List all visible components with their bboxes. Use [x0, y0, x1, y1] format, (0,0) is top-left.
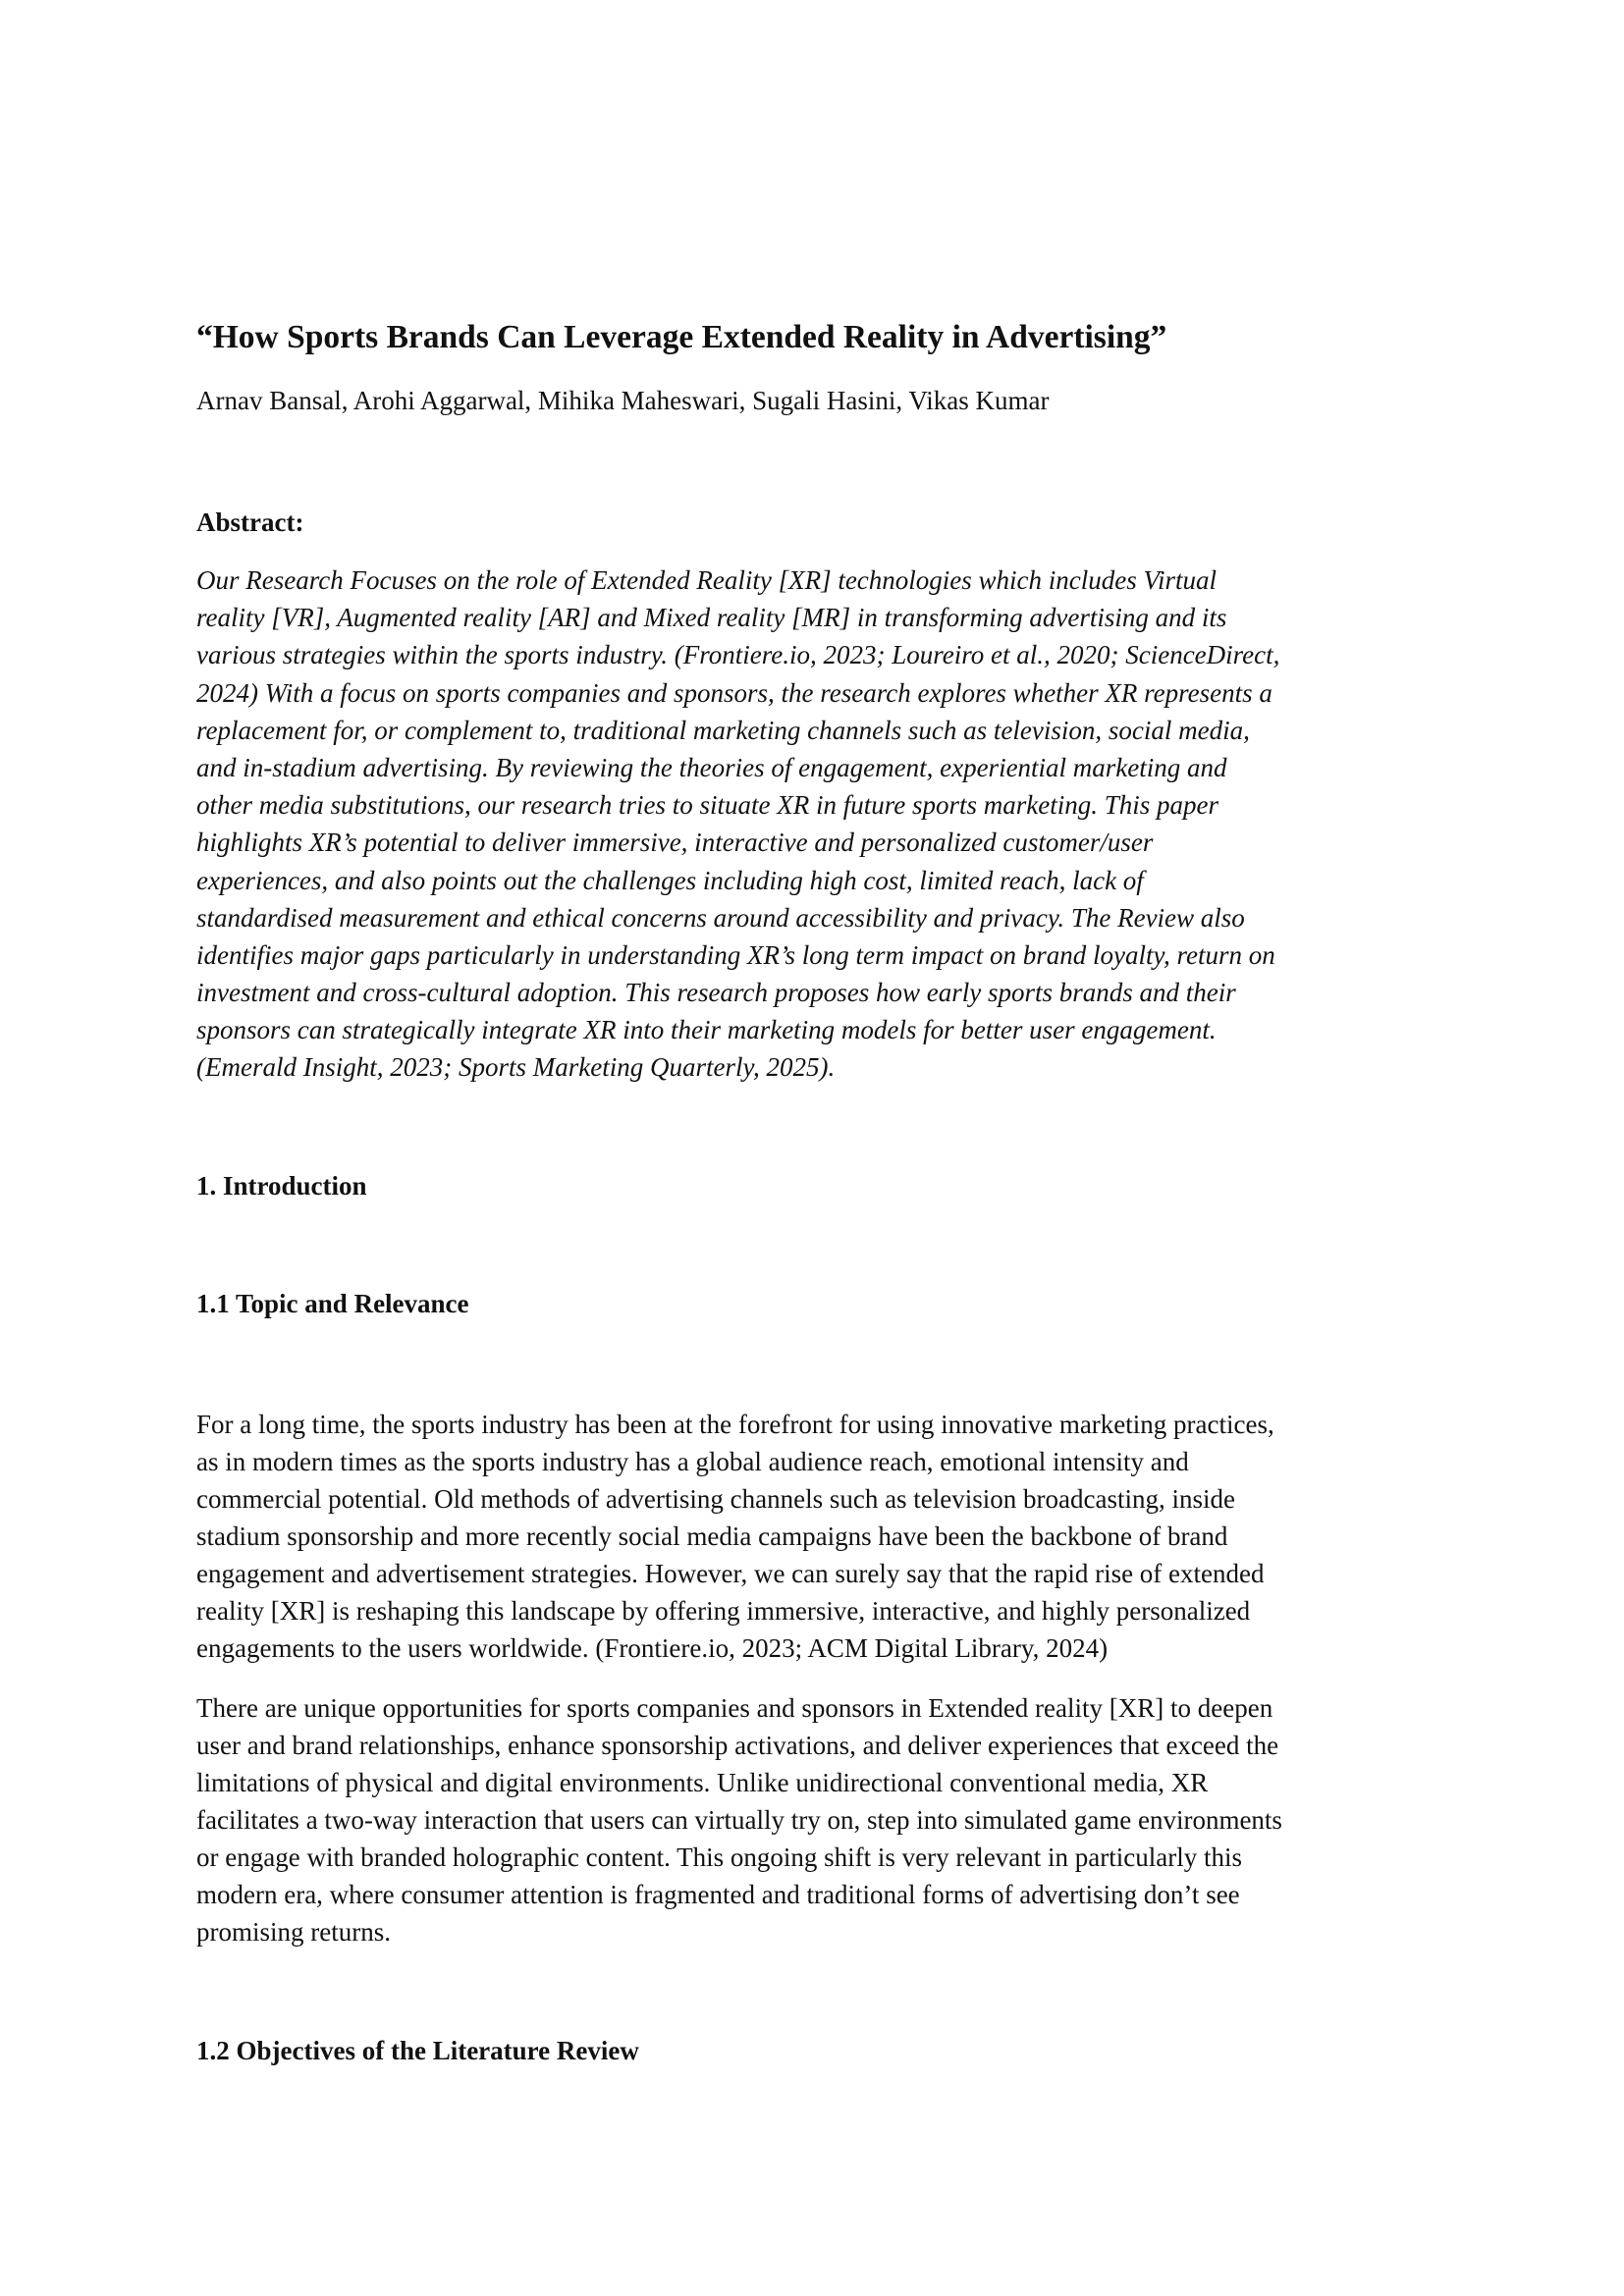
- topic-relevance-heading: 1.1 Topic and Relevance: [196, 1289, 469, 1318]
- abstract-line: sponsors can strategically integrate XR into their marketing models for better user engagement.: [196, 1015, 1217, 1045]
- abstract-body: [196, 561, 1443, 1087]
- author-list: Arnav Bansal, Arohi Aggarwal, Mihika Maheswari, Sugali Hasini, Vikas Kumar: [196, 386, 1050, 415]
- abstract-line: investment and cross-cultural adoption. This research proposes how early sports brands and their: [196, 978, 1236, 1008]
- abstract-line: other media substitutions, our research tries to situate XR in future sports marketing. This paper: [196, 790, 1218, 821]
- abstract-line: replacement for, or complement to, traditional marketing channels such as television, social media,: [196, 715, 1250, 745]
- paragraph-line: For a long time, the sports industry has been at the forefront for using innovative marketing practices,: [196, 1410, 1274, 1439]
- introduction-heading: 1. Introduction: [196, 1171, 367, 1201]
- abstract-heading: Abstract:: [196, 507, 304, 537]
- introduction-paragraph-2: [196, 1689, 1443, 1950]
- abstract-line: identifies major gaps particularly in understanding XR’s long term impact on brand loyalty, return on: [196, 939, 1275, 970]
- abstract-line: and in-stadium advertising. By reviewing the theories of engagement, experiential marketing and: [196, 752, 1227, 782]
- paragraph-line: commercial potential. Old methods of advertising channels such as television broadcasting, inside: [196, 1484, 1235, 1514]
- paragraph-line: stadium sponsorship and more recently social media campaigns have been the backbone of brand: [196, 1522, 1228, 1551]
- paragraph-line: or engage with branded holographic content. This ongoing shift is very relevant in particularly this: [196, 1842, 1242, 1872]
- abstract-line: (Emerald Insight, 2023; Sports Marketing Quarterly, 2025).: [196, 1052, 836, 1083]
- paragraph-line: engagement and advertisement strategies. However, we can surely say that the rapid rise of extended: [196, 1559, 1265, 1588]
- abstract-line: standardised measurement and ethical concerns around accessibility and privacy. The Review also: [196, 902, 1245, 933]
- abstract-line: experiences, and also points out the challenges including high cost, limited reach, lack of: [196, 865, 1144, 895]
- abstract-line: various strategies within the sports industry. (Frontiere.io, 2023; Loureiro et al., 2020; ScienceDirect,: [196, 640, 1280, 670]
- paragraph-line: as in modern times as the sports industry has a global audience reach, emotional intensity and: [196, 1447, 1189, 1476]
- objectives-heading: 1.2 Objectives of the Literature Review: [196, 2036, 639, 2065]
- abstract-line: reality [VR], Augmented reality [AR] and Mixed reality [MR] in transforming advertising and its: [196, 603, 1227, 633]
- paragraph-line: user and brand relationships, enhance sponsorship activations, and deliver experiences that exceed the: [196, 1731, 1279, 1760]
- paragraph-line: There are unique opportunities for sports companies and sponsors in Extended reality [XR] to deepen: [196, 1693, 1273, 1723]
- paragraph-line: facilitates a two-way interaction that users can virtually try on, step into simulated game environments: [196, 1805, 1282, 1835]
- introduction-paragraph-1: [196, 1406, 1443, 1667]
- paper-title: “How Sports Brands Can Leverage Extended Reality in Advertising”: [196, 319, 1167, 355]
- paragraph-line: limitations of physical and digital environments. Unlike unidirectional conventional media, XR: [196, 1768, 1209, 1797]
- paragraph-line: engagements to the users worldwide. (Frontiere.io, 2023; ACM Digital Library, 2024): [196, 1633, 1109, 1663]
- paragraph-line: modern era, where consumer attention is fragmented and traditional forms of advertising don’t see: [196, 1880, 1240, 1909]
- abstract-line: 2024) With a focus on sports companies and sponsors, the research explores whether XR represents a: [196, 677, 1272, 708]
- abstract-line: highlights XR’s potential to deliver immersive, interactive and personalized customer/user: [196, 828, 1154, 858]
- paragraph-line: promising returns.: [196, 1917, 391, 1947]
- paragraph-line: reality [XR] is reshaping this landscape by offering immersive, interactive, and highly personalized: [196, 1596, 1251, 1626]
- abstract-line: Our Research Focuses on the role of Extended Reality [XR] technologies which includes Virtual: [196, 565, 1218, 595]
